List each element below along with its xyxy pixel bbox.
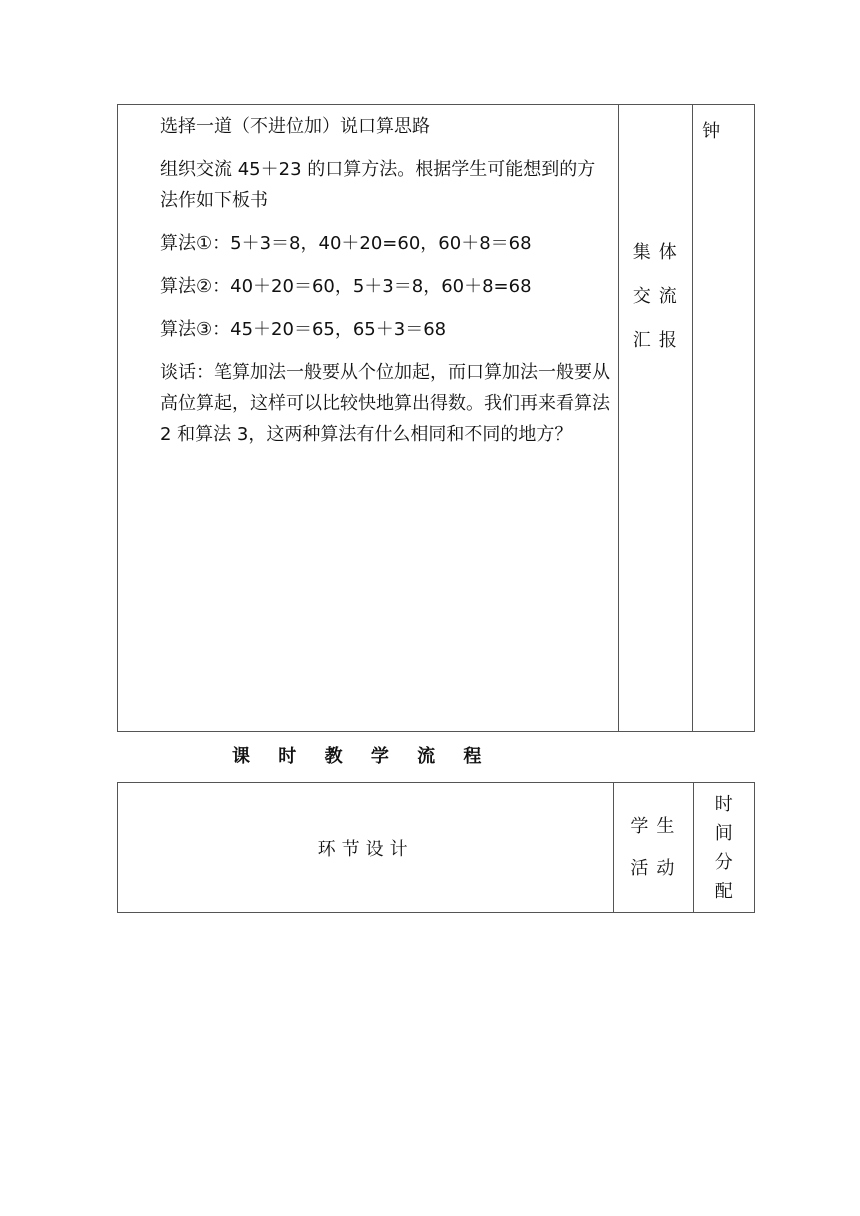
title-char: 时 [278, 746, 297, 767]
lesson-table-header [117, 782, 755, 913]
design-header-cell [118, 783, 614, 913]
activity-header-cell [614, 783, 693, 913]
method-1: 算法①：5＋3＝8，40＋20=60，60＋8＝68 [160, 233, 532, 254]
activity-header-line: 学生 [630, 815, 683, 837]
content-line-1: 选择一道（不进位加）说口算思路 [160, 116, 430, 137]
lesson-table-top [117, 104, 755, 732]
student-activity-cell [619, 105, 693, 732]
activity-line-3: 汇报 [632, 330, 685, 351]
title-char: 课 [232, 746, 250, 767]
title-char: 程 [463, 746, 482, 767]
method-3: 算法③：45＋20＝65，65＋3＝68 [160, 319, 447, 340]
title-char: 学 [370, 746, 389, 767]
time-header-char: 间 [714, 822, 733, 844]
title-char: 教 [324, 746, 343, 767]
time-cell [693, 105, 755, 732]
method-2: 算法②：40＋20＝60，5＋3＝8，60＋8=68 [160, 276, 532, 297]
time-header-char: 配 [714, 880, 733, 902]
design-header: 环节设计 [317, 838, 414, 860]
title-char: 流 [417, 746, 436, 767]
design-content-cell [118, 105, 619, 732]
time-text: 钟 [702, 121, 721, 142]
time-header-cell [693, 783, 754, 913]
talk-paragraph: 谈话：笔算加法一般要从个位加起，而口算加法一般要从高位算起，这样可以比较快地算出得数。我们再来看算法 2 和算法 3，这两种算法有什么相同和不同的地方？ [160, 362, 610, 445]
activity-header-line: 活动 [630, 857, 683, 879]
activity-line-2: 交流 [632, 286, 685, 307]
time-header-char: 时 [714, 793, 733, 815]
content-line-2: 组织交流 45＋23 的口算方法。根据学生可能想到的方法作如下板书 [160, 159, 596, 211]
section-title [232, 742, 503, 768]
time-header-char: 分 [714, 851, 733, 873]
activity-line-1: 集体 [632, 242, 685, 263]
